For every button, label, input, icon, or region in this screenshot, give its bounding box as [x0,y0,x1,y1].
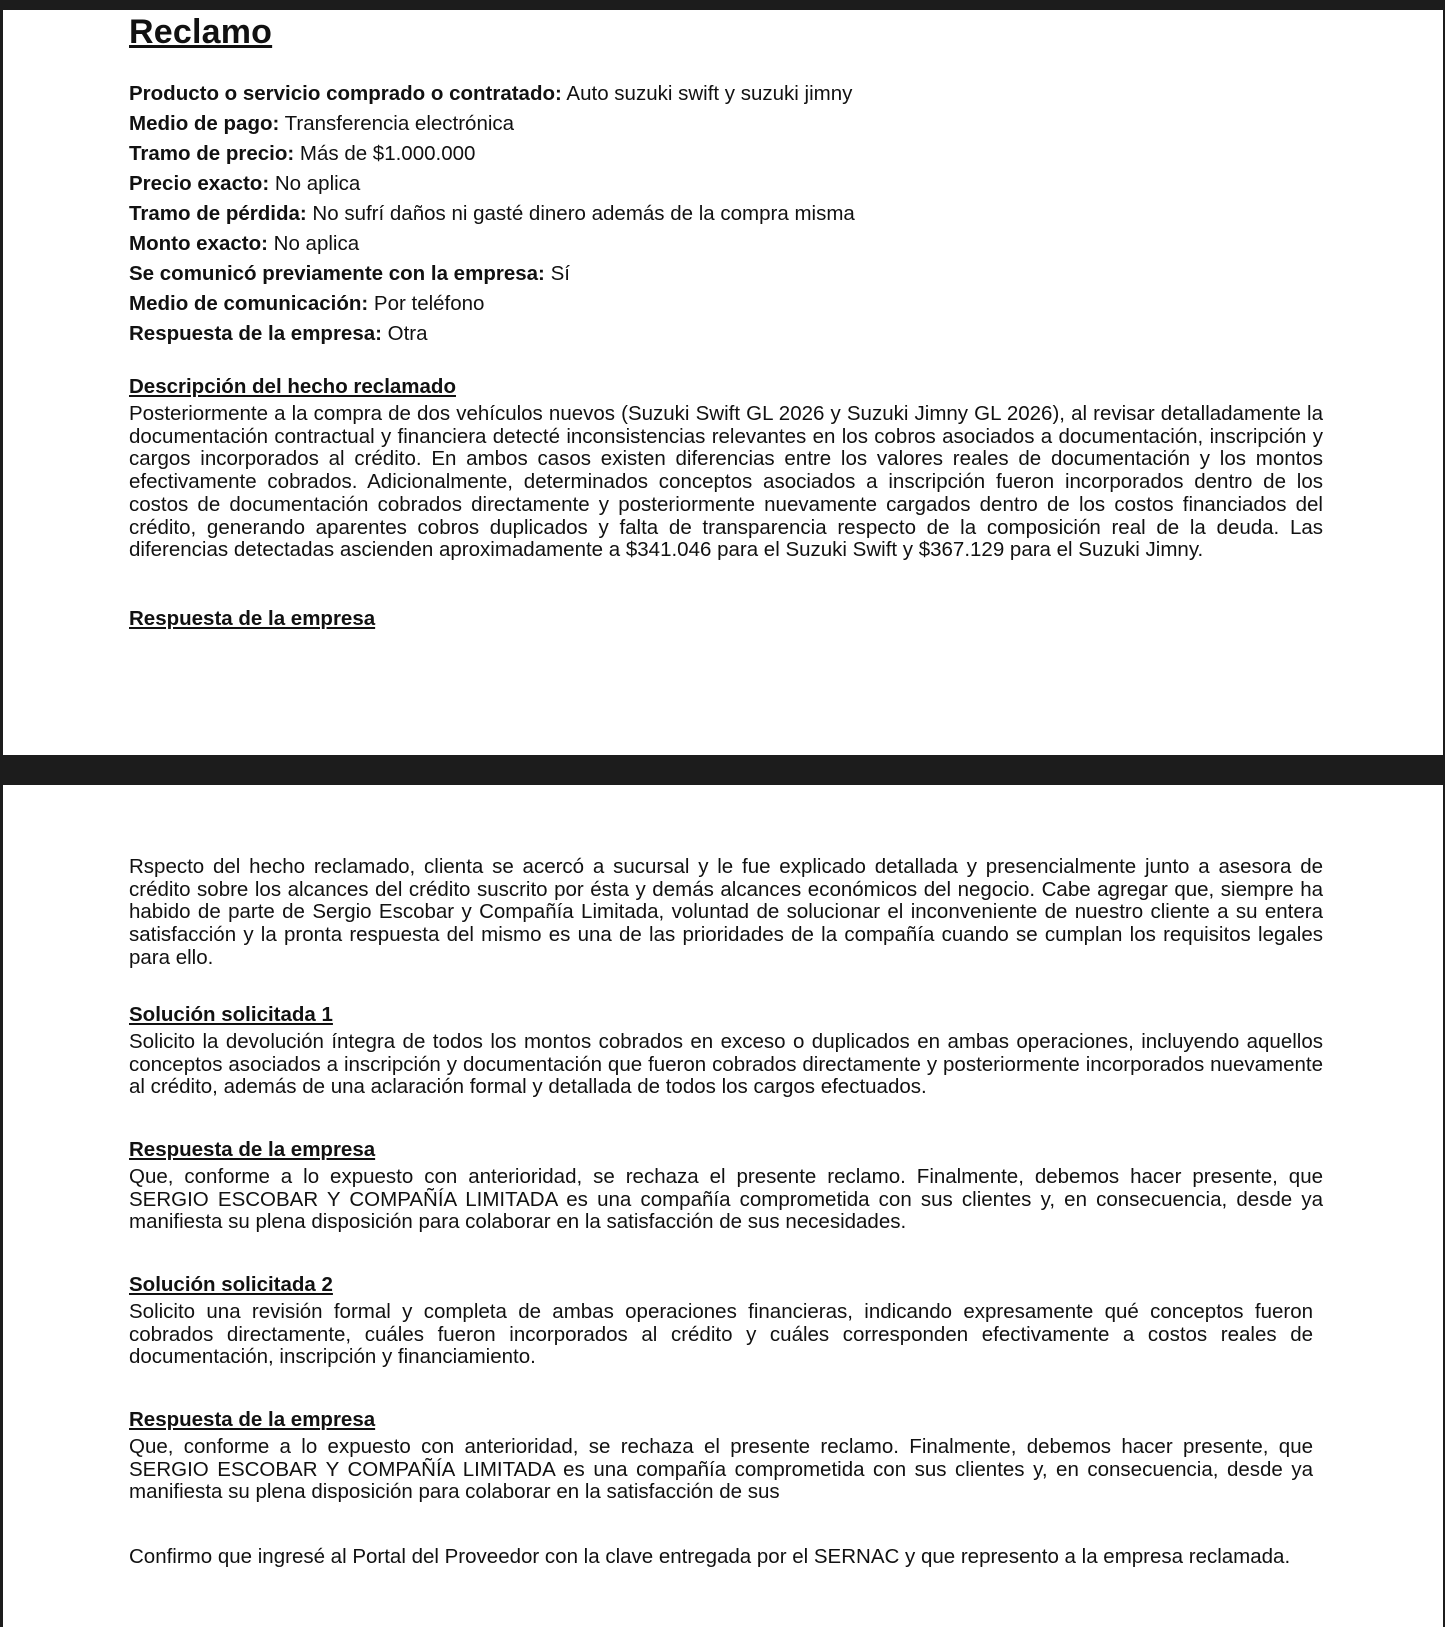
field-label: Medio de pago: [129,112,280,135]
solution-1-heading: Solución solicitada 1 [129,1003,333,1026]
solution-1-text: Solicito la devolución íntegra de todos los montos cobrados en exceso o duplicados en ambas operaciones, incluyendo aquellos conceptos asociados a inscripción y documentación que fueron cobrados directamente y posteriormente incorporados nuevamente al crédito, además de una aclaración formal y detallada de todos los cargos efectuados. [129,1030,1323,1099]
solution-2-section [129,1273,1313,1369]
company-response-2-heading: Respuesta de la empresa [129,1138,376,1161]
claim-fields [129,79,1323,349]
company-response-3-section [129,1408,1313,1504]
field-label: Se comunicó previamente con la empresa: [129,262,545,285]
description-section [129,375,1323,562]
company-response-3-text: Que, conforme a lo expuesto con anterioridad, se rechaza el presente reclamo. Finalmente, debemos hacer presente, que SERGIO ESCOBAR Y COMPAÑÍA LIMITADA es una compañía comprometida con sus clientes y, en consecuencia, desde ya manifiesta su plena disposición para colaborar en la satisfacción de sus [129,1435,1313,1504]
solution-2-text: Solicito una revisión formal y completa de ambas operaciones financieras, indicando expresamente qué conceptos fueron cobrados directamente, cuáles fueron incorporados al crédito y cuáles corresponden efectivamente a costos reales de documentación, inscripción y financiamiento. [129,1300,1313,1369]
field-medio-pago [129,109,1323,139]
field-value: No aplica [273,232,360,255]
field-value: Auto suzuki swift y suzuki jimny [566,82,853,105]
document-page-2 [3,785,1443,1627]
field-label: Producto o servicio comprado o contratado: [129,82,562,105]
field-label: Monto exacto: [129,232,268,255]
field-value: Por teléfono [373,292,485,315]
company-response-2-section [129,1138,1323,1234]
field-label: Respuesta de la empresa: [129,322,382,345]
field-value: Más de $1.000.000 [299,142,476,165]
field-value: Otra [387,322,428,345]
field-value: Sí [550,262,570,285]
field-comunicacion-previa [129,259,1323,289]
field-precio-exacto [129,169,1323,199]
company-response-section [129,607,1323,631]
field-label: Tramo de pérdida: [129,202,307,225]
field-value: No aplica [274,172,361,195]
field-tramo-perdida [129,199,1323,229]
company-response-continued [129,856,1323,970]
company-response-heading: Respuesta de la empresa [129,606,376,630]
page-1-content [129,12,1323,631]
document-page-1 [3,10,1443,755]
field-label: Precio exacto: [129,172,270,195]
solution-2-heading: Solución solicitada 2 [129,1273,333,1296]
solution-1-section [129,1003,1323,1099]
description-heading: Descripción del hecho reclamado [129,375,456,398]
field-label: Tramo de precio: [129,142,295,165]
company-response-2-text: Que, conforme a lo expuesto con anterioridad, se rechaza el presente reclamo. Finalmente, debemos hacer presente, que SERGIO ESCOBAR Y COMPAÑÍA LIMITADA es una compañía comprometida con sus clientes y, en consecuencia, desde ya manifiesta su plena disposición para colaborar en la satisfacción de sus necesidades. [129,1165,1323,1234]
confirmation-section [129,1546,1313,1569]
field-respuesta-empresa [129,319,1323,349]
company-response-3-heading: Respuesta de la empresa [129,1408,376,1431]
field-tramo-precio [129,139,1323,169]
field-value: No sufrí daños ni gasté dinero además de la compra misma [312,202,855,225]
company-response-text: Rspecto del hecho reclamado, clienta se acercó a sucursal y le fue explicado detallada y presencialmente junto a asesora de crédito sobre los alcances del crédito suscrito por ésta y demás alcances económicos del negocio. Cabe agregar que, siempre ha habido de parte de Sergio Escobar y Compañía Limitada, voluntad de solucionar el inconveniente de nuestro cliente a su entera satisfacción y la pronta respuesta del mismo es una de las prioridades de la compañía cuando se cumplan los requisitos legales para ello. [129,855,1323,969]
description-text: Posteriormente a la compra de dos vehículos nuevos (Suzuki Swift GL 2026 y Suzuki Jimny GL 2026), al revisar detalladamente la documentación contractual y financiera detecté inconsistencias relevantes en los cobros asociados a documentación, inscripción y cargos incorporados al crédito. En ambos casos existen diferencias entre los valores reales de documentación y los montos efectivamente cobrados. Adicionalmente, determinados conceptos asociados a inscripción fueron incorporados dentro de los costos de documentación cobrados directamente y posteriormente nuevamente cargados dentro de los costos financiados del crédito, generando aparentes cobros duplicados y falta de transparencia respecto de la composición real de la deuda. Las diferencias detectadas ascienden aproximadamente a $341.046 para el Suzuki Swift y $367.129 para el Suzuki Jimny. [129,402,1323,562]
field-monto-exacto [129,229,1323,259]
field-label: Medio de comunicación: [129,292,369,315]
field-medio-comunicacion [129,289,1323,319]
field-producto [129,79,1323,109]
field-value: Transferencia electrónica [284,112,515,135]
document-title: Reclamo [129,13,273,51]
confirmation-text: Confirmo que ingresé al Portal del Proveedor con la clave entregada por el SERNAC y que represento a la empresa reclamada. [129,1545,1291,1568]
